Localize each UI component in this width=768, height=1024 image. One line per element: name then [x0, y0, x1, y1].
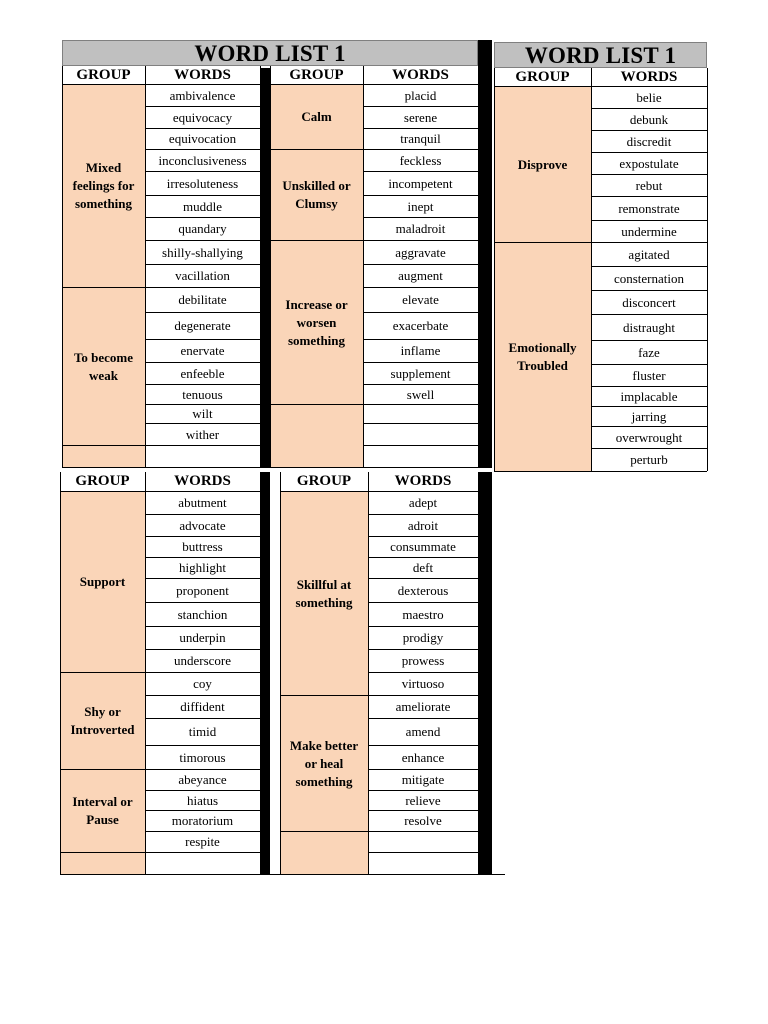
group-cell: [270, 240, 363, 404]
word-cell: [368, 557, 478, 578]
word-text: supplement: [390, 365, 451, 381]
word-text: agitated: [628, 246, 670, 262]
word-text: swell: [406, 386, 435, 402]
word-text: diffident: [180, 699, 225, 714]
word-cell: [145, 217, 260, 240]
word-text: perturb: [630, 452, 668, 467]
word-cell: [368, 745, 478, 769]
word-cell: [145, 339, 260, 362]
group-cell: [62, 84, 145, 287]
word-text: ameliorate: [395, 699, 451, 714]
table-gridline: [270, 467, 478, 468]
word-cell: [591, 314, 707, 340]
word-text: dexterous: [397, 582, 449, 598]
word-text: underpin: [179, 630, 226, 645]
word-text: abeyance: [178, 772, 227, 787]
word-cell: [145, 536, 260, 557]
word-text: debilitate: [178, 292, 227, 307]
word-text: overwrought: [615, 429, 683, 445]
word-text: adept: [408, 495, 438, 510]
word-cell: [145, 557, 260, 578]
word-cell: [145, 514, 260, 536]
table-gridline: [145, 66, 146, 467]
word-cell: [591, 196, 707, 220]
word-text: inflame: [400, 343, 441, 358]
word-text: relieve: [405, 792, 441, 808]
word-text: exacerbate: [392, 318, 449, 333]
word-cell: [145, 404, 260, 423]
word-cell: [145, 106, 260, 128]
word-cell: [591, 364, 707, 386]
word-cell: [363, 217, 478, 240]
word-cell: [368, 649, 478, 672]
word-text: timid: [188, 724, 217, 739]
word-cell: [591, 174, 707, 196]
word-text: deft: [412, 560, 434, 575]
word-text: quandary: [178, 221, 227, 236]
word-text: stanchion: [177, 606, 228, 622]
word-text: rebut: [635, 177, 663, 193]
table-gridline: [591, 68, 592, 471]
group-column-header: GROUP: [60, 472, 145, 492]
word-cell: [368, 672, 478, 695]
table-gridline: [707, 68, 708, 471]
word-cell: [145, 602, 260, 626]
word-text: maestro: [402, 606, 444, 622]
word-cell: [591, 108, 707, 130]
word-text: aggravate: [395, 244, 446, 260]
word-text: remonstrate: [618, 200, 680, 216]
group-cell: [270, 149, 363, 240]
word-text: irresoluteness: [166, 175, 239, 191]
group-cell: [60, 852, 145, 874]
word-cell: [145, 491, 260, 514]
word-cell: [363, 404, 478, 423]
word-cell: [145, 578, 260, 602]
word-cell: [145, 852, 260, 874]
word-cell: [368, 769, 478, 790]
word-text: placid: [404, 87, 437, 103]
word-cell: [145, 287, 260, 312]
table-gridline: [494, 471, 707, 472]
word-text: enfeeble: [180, 365, 225, 381]
word-text: undermine: [621, 223, 677, 239]
word-cell: [145, 626, 260, 649]
word-text: equivocacy: [172, 109, 233, 125]
word-cell: [145, 649, 260, 672]
table-gridline: [270, 66, 271, 467]
word-text: fluster: [632, 367, 666, 383]
word-cell: [363, 423, 478, 445]
word-text: buttress: [182, 539, 223, 554]
column-separator: [478, 40, 492, 468]
group-label: Make better or heal something: [289, 737, 359, 789]
word-text: inconclusiveness: [158, 152, 247, 168]
word-text: prowess: [401, 653, 445, 668]
word-cell: [145, 769, 260, 790]
word-cell: [363, 287, 478, 312]
group-label: Unskilled or Clumsy: [282, 178, 351, 211]
word-cell: [363, 84, 478, 106]
table-gridline: [145, 472, 146, 874]
words-column-header: WORDS: [368, 472, 478, 492]
word-cell: [363, 362, 478, 384]
word-text: enhance: [401, 749, 445, 765]
word-text: augment: [398, 268, 443, 283]
word-cell: [145, 445, 260, 467]
words-column-header: WORDS: [363, 66, 478, 85]
word-cell: [145, 171, 260, 195]
word-cell: [145, 718, 260, 745]
group-label: To become weak: [73, 349, 134, 383]
word-cell: [145, 362, 260, 384]
group-column-header: GROUP: [280, 472, 368, 492]
group-cell: [494, 242, 591, 471]
word-cell: [363, 149, 478, 171]
word-cell: [363, 312, 478, 339]
word-cell: [368, 626, 478, 649]
words-column-header: WORDS: [591, 68, 707, 87]
word-cell: [145, 384, 260, 404]
word-cell: [591, 86, 707, 108]
word-text: coy: [193, 676, 212, 691]
group-cell: [494, 86, 591, 242]
group-label: Disprove: [517, 156, 568, 172]
word-cell: [363, 171, 478, 195]
group-cell: [280, 831, 368, 874]
word-text: enervate: [180, 343, 225, 358]
word-text: expostulate: [619, 155, 679, 171]
word-text: debunk: [629, 111, 669, 127]
word-cell: [591, 448, 707, 471]
group-label: Calm: [301, 109, 332, 124]
word-text: mitigate: [401, 772, 445, 787]
word-cell: [591, 426, 707, 448]
word-text: moratorium: [171, 813, 234, 828]
word-cell: [145, 672, 260, 695]
words-column-header: WORDS: [145, 66, 260, 85]
word-cell: [368, 718, 478, 745]
word-cell: [591, 242, 707, 266]
table-gridline: [280, 472, 281, 874]
word-text: adroit: [407, 517, 439, 533]
table-gridline: [368, 472, 369, 874]
word-cell: [368, 536, 478, 557]
word-cell: [368, 514, 478, 536]
word-cell: [363, 195, 478, 217]
group-cell: [280, 695, 368, 831]
group-cell: [60, 769, 145, 852]
table-gridline: [62, 467, 260, 468]
word-cell: [368, 491, 478, 514]
group-column-header: GROUP: [270, 66, 363, 85]
word-text: feckless: [399, 152, 442, 168]
word-cell: [145, 831, 260, 852]
group-cell: [60, 491, 145, 672]
word-text: resolve: [404, 813, 442, 828]
word-cell: [363, 106, 478, 128]
word-cell: [368, 831, 478, 852]
group-cell: [62, 445, 145, 467]
table-bottom-rule: [60, 874, 505, 875]
word-cell: [145, 149, 260, 171]
word-text: prodigy: [402, 630, 444, 645]
word-text: consternation: [613, 270, 685, 286]
word-text: tenuous: [182, 386, 223, 402]
word-text: virtuoso: [401, 676, 445, 691]
word-cell: [145, 195, 260, 217]
word-text: distraught: [623, 319, 675, 335]
word-text: abutment: [178, 495, 227, 510]
group-cell: [280, 491, 368, 695]
group-cell: [60, 672, 145, 769]
table-gridline: [363, 66, 364, 467]
word-cell: [363, 384, 478, 404]
word-cell: [145, 695, 260, 718]
group-label: Emotionally Troubled: [508, 340, 577, 373]
table-gridline: [60, 472, 61, 874]
word-cell: [145, 312, 260, 339]
word-cell: [591, 220, 707, 242]
word-text: discredit: [626, 133, 672, 149]
word-cell: [591, 130, 707, 152]
word-cell: [591, 406, 707, 426]
word-cell: [145, 84, 260, 106]
word-text: tranquil: [400, 131, 441, 146]
column-separator: [260, 68, 270, 468]
word-text: wither: [185, 426, 220, 442]
word-text: amend: [405, 724, 441, 739]
word-text: degenerate: [174, 318, 231, 333]
word-text: serene: [403, 109, 438, 125]
word-text: shilly-shallying: [162, 244, 243, 260]
word-cell: [363, 445, 478, 467]
word-text: hiatus: [186, 792, 219, 808]
word-text: proponent: [176, 582, 229, 598]
group-label: Mixed feelings for something: [72, 160, 135, 211]
word-cell: [591, 152, 707, 174]
group-label: Increase or worsen something: [285, 296, 348, 348]
group-label: Skillful at something: [295, 576, 353, 610]
word-text: faze: [638, 344, 660, 360]
word-text: advocate: [179, 517, 226, 533]
word-cell: [145, 423, 260, 445]
word-text: inept: [407, 198, 434, 214]
word-cell: [363, 240, 478, 264]
group-label: Shy or Introverted: [70, 704, 135, 737]
word-cell: [363, 264, 478, 287]
group-label: Support: [79, 574, 126, 589]
word-text: ambivalence: [169, 87, 236, 103]
word-cell: [591, 290, 707, 314]
word-cell: [145, 745, 260, 769]
word-text: timorous: [179, 749, 226, 765]
word-cell: [591, 266, 707, 290]
word-text: incompetent: [388, 175, 453, 191]
word-cell: [368, 852, 478, 874]
word-cell: [368, 578, 478, 602]
group-column-header: GROUP: [494, 68, 591, 87]
word-cell: [145, 240, 260, 264]
group-cell: [270, 404, 363, 467]
group-cell: [62, 287, 145, 445]
word-text: vacillation: [175, 268, 230, 283]
word-text: implacable: [620, 388, 678, 404]
word-cell: [145, 790, 260, 810]
word-cell: [145, 128, 260, 149]
word-cell: [368, 790, 478, 810]
word-text: jarring: [631, 408, 667, 424]
word-cell: [145, 810, 260, 831]
word-text: highlight: [179, 560, 226, 575]
word-cell: [363, 128, 478, 149]
word-text: consummate: [390, 539, 456, 554]
word-text: equivocation: [168, 131, 237, 146]
word-cell: [368, 810, 478, 831]
word-cell: [591, 386, 707, 406]
word-text: belie: [636, 89, 662, 105]
word-text: disconcert: [622, 294, 676, 310]
table-gridline: [62, 66, 63, 467]
word-text: respite: [185, 834, 220, 849]
group-label: Interval or Pause: [72, 794, 133, 827]
word-cell: [591, 340, 707, 364]
group-column-header: GROUP: [62, 66, 145, 85]
word-cell: [368, 602, 478, 626]
word-text: muddle: [183, 198, 222, 214]
word-text: underscore: [173, 653, 232, 668]
table-gridline: [494, 68, 495, 471]
word-text: maladroit: [395, 221, 446, 236]
word-cell: [145, 264, 260, 287]
word-text: wilt: [192, 406, 213, 421]
column-separator: [478, 472, 492, 874]
table-title: WORD LIST 1: [62, 40, 478, 66]
table-title: WORD LIST 1: [494, 42, 707, 68]
word-cell: [368, 695, 478, 718]
word-text: elevate: [402, 292, 439, 307]
column-separator: [260, 472, 270, 874]
words-column-header: WORDS: [145, 472, 260, 492]
word-cell: [363, 339, 478, 362]
group-cell: [270, 84, 363, 149]
